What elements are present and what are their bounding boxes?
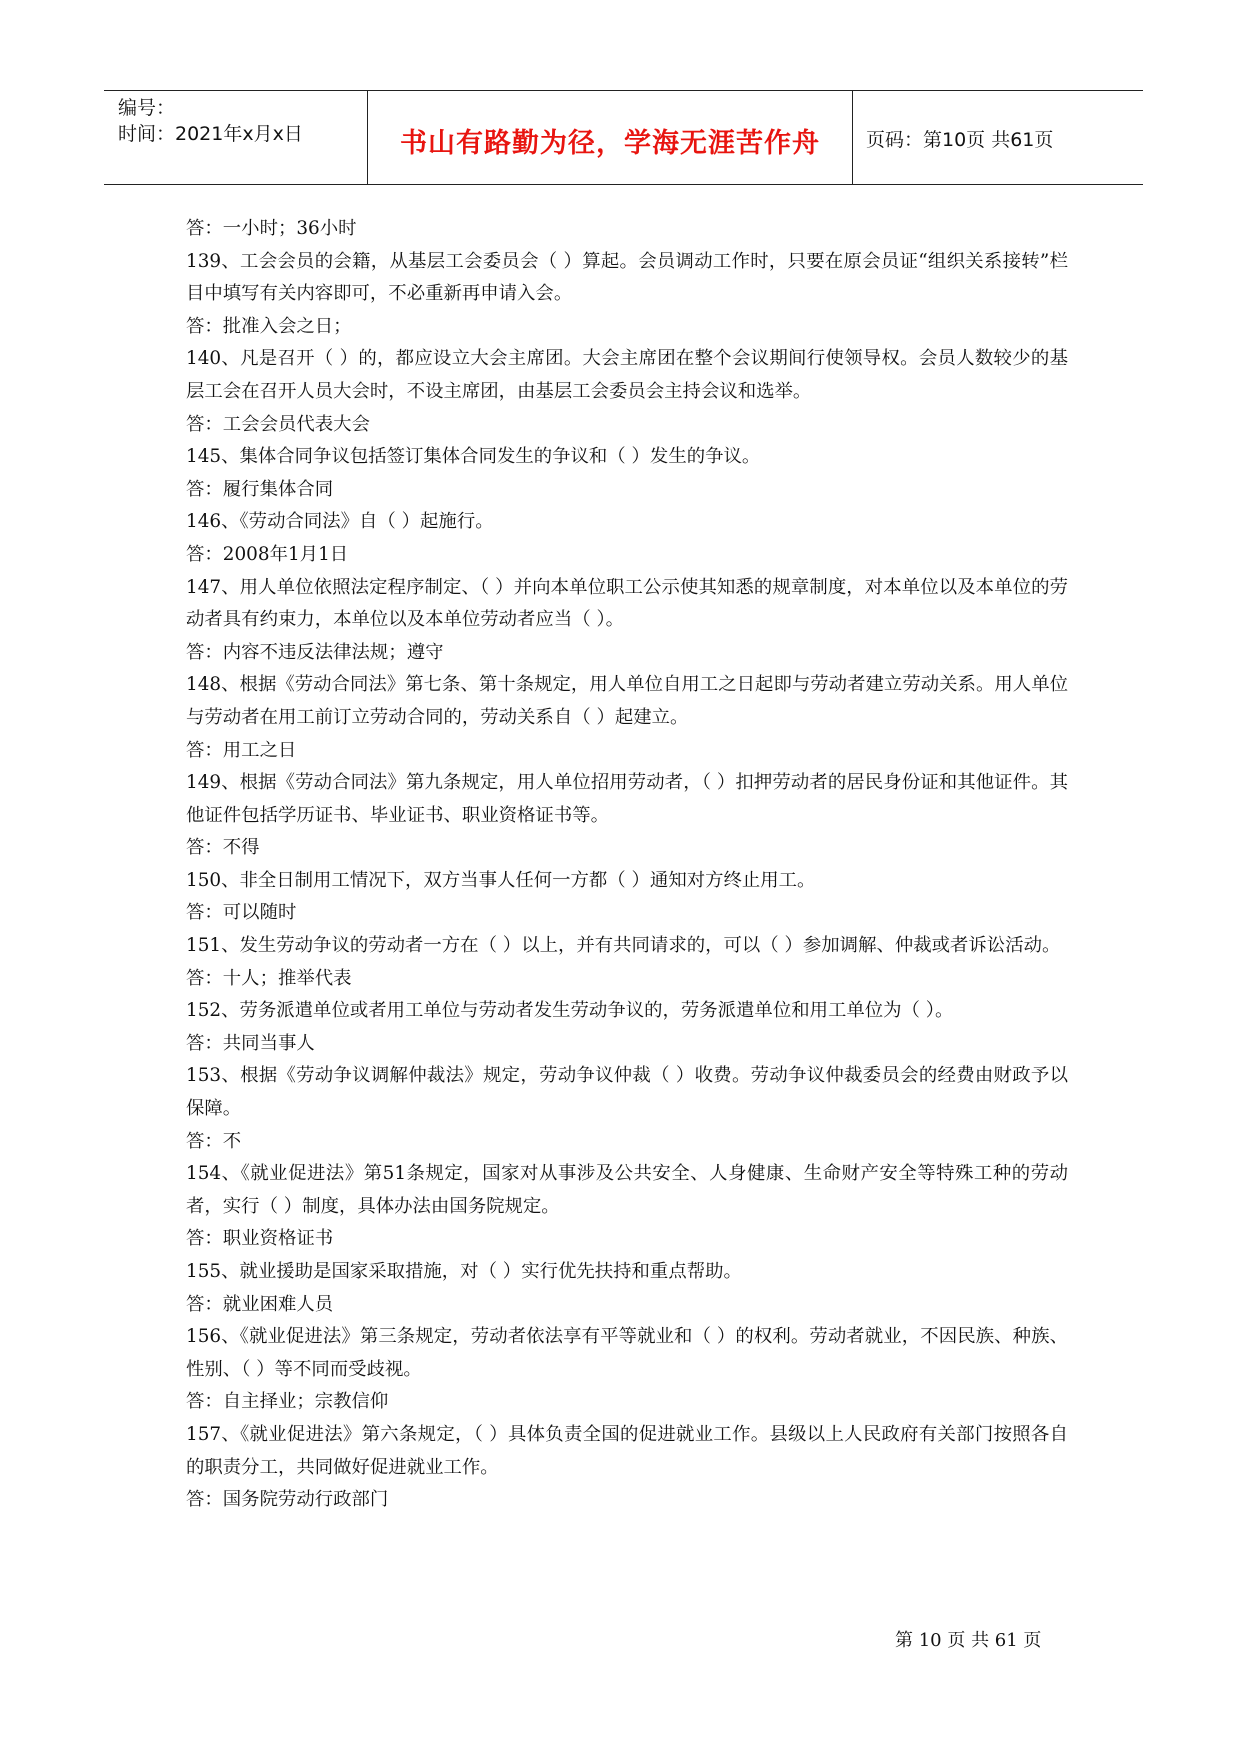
number-label: 编号： [118, 97, 176, 119]
paragraph: 150、非全日制用工情况下，双方当事人任何一方都（ ）通知对方终止用工。 [186, 869, 816, 891]
paragraph: 答：就业困难人员 [186, 1293, 334, 1315]
paragraph: 148、根据《劳动合同法》第七条、第十条规定，用人单位自用工之日起即与劳动者建立劳动关系。用人单位与劳动者在用工前订立劳动合同的，劳动关系自（ ）起建立。 [186, 674, 1068, 728]
paragraph: 答：共同当事人 [186, 1032, 315, 1054]
paragraph: 答：国务院劳动行政部门 [186, 1489, 389, 1511]
paragraph: 155、就业援助是国家采取措施，对（ ）实行优先扶持和重点帮助。 [186, 1261, 742, 1282]
header-left-cell [104, 91, 368, 184]
page-header [104, 90, 1143, 185]
paragraph: 答：用工之日 [186, 739, 297, 761]
paragraph: 154、《就业促进法》第51条规定，国家对从事涉及公共安全、人身健康、生命财产安全等特殊工种的劳动者，实行（ ）制度，具体办法由国务院规定。 [186, 1163, 1068, 1217]
paragraph: 答：职业资格证书 [186, 1228, 334, 1250]
paragraph: 答：自主择业；宗教信仰 [186, 1391, 389, 1413]
paragraph: 157、《就业促进法》第六条规定，（ ）具体负责全国的促进就业工作。县级以上人民政府有关部门按照各自的职责分工，共同做好促进就业工作。 [186, 1423, 1068, 1478]
document-body [186, 213, 1068, 1517]
paragraph: 147、用人单位依照法定程序制定、（ ）并向本单位职工公示使其知悉的规章制度，对本单位以及本单位的劳动者具有约束力，本单位以及本单位劳动者应当（ ）。 [186, 576, 1068, 631]
paragraph: 答：不得 [186, 837, 260, 859]
time-label: 时间：2021年x月x日 [118, 123, 303, 145]
footer-page-number: 第 10 页 共 61 页 [895, 1630, 1042, 1651]
motto: 书山有路勤为径，学海无涯苦作舟 [400, 128, 820, 159]
paragraph: 145、集体合同争议包括签订集体合同发生的争议和（ ）发生的争议。 [186, 446, 761, 468]
header-middle-cell [368, 91, 853, 184]
paragraph: 答：批准入会之日； [186, 315, 352, 337]
header-page-number: 页码：第10页 共61页 [866, 129, 1054, 151]
paragraph: 答：2008年1月1日 [186, 543, 349, 565]
paragraph: 答：履行集体合同 [186, 478, 334, 500]
paragraph: 153、根据《劳动争议调解仲裁法》规定，劳动争议仲裁（ ）收费。劳动争议仲裁委员会的经费由财政予以保障。 [186, 1065, 1068, 1120]
paragraph: 146、《劳动合同法》自（ ）起施行。 [186, 511, 494, 533]
paragraph: 答：一小时；36小时 [186, 218, 357, 239]
paragraph: 149、根据《劳动合同法》第九条规定，用人单位招用劳动者，（ ）扣押劳动者的居民身份证和其他证件。其他证件包括学历证书、毕业证书、职业资格证书等。 [186, 772, 1068, 826]
paragraph: 答：可以随时 [186, 902, 297, 924]
paragraph: 152、劳务派遣单位或者用工单位与劳动者发生劳动争议的，劳务派遣单位和用工单位为（ ）。 [186, 1000, 954, 1022]
header-right-cell [854, 91, 1143, 184]
paragraph: 156、《就业促进法》第三条规定，劳动者依法享有平等就业和（ ）的权利。劳动者就业，不因民族、种族、性别、（ ）等不同而受歧视。 [186, 1326, 1068, 1380]
paragraph: 139、工会会员的会籍，从基层工会委员会（ ）算起。会员调动工作时，只要在原会员证“组织关系接转”栏目中填写有关内容即可，不必重新再申请入会。 [186, 250, 1068, 305]
paragraph: 答：不 [186, 1130, 242, 1152]
paragraph: 答：内容不违反法律法规；遵守 [186, 641, 444, 663]
paragraph: 140、凡是召开（ ）的，都应设立大会主席团。大会主席团在整个会议期间行使领导权。会员人数较少的基层工会在召开人员大会时，不设主席团，由基层工会委员会主持会议和选举。 [186, 348, 1068, 402]
paragraph: 151、发生劳动争议的劳动者一方在（ ）以上，并有共同请求的，可以（ ）参加调解、仲裁或者诉讼活动。 [186, 935, 1061, 957]
paragraph: 答：十人；推举代表 [186, 967, 352, 989]
paragraph: 答：工会会员代表大会 [186, 413, 370, 435]
